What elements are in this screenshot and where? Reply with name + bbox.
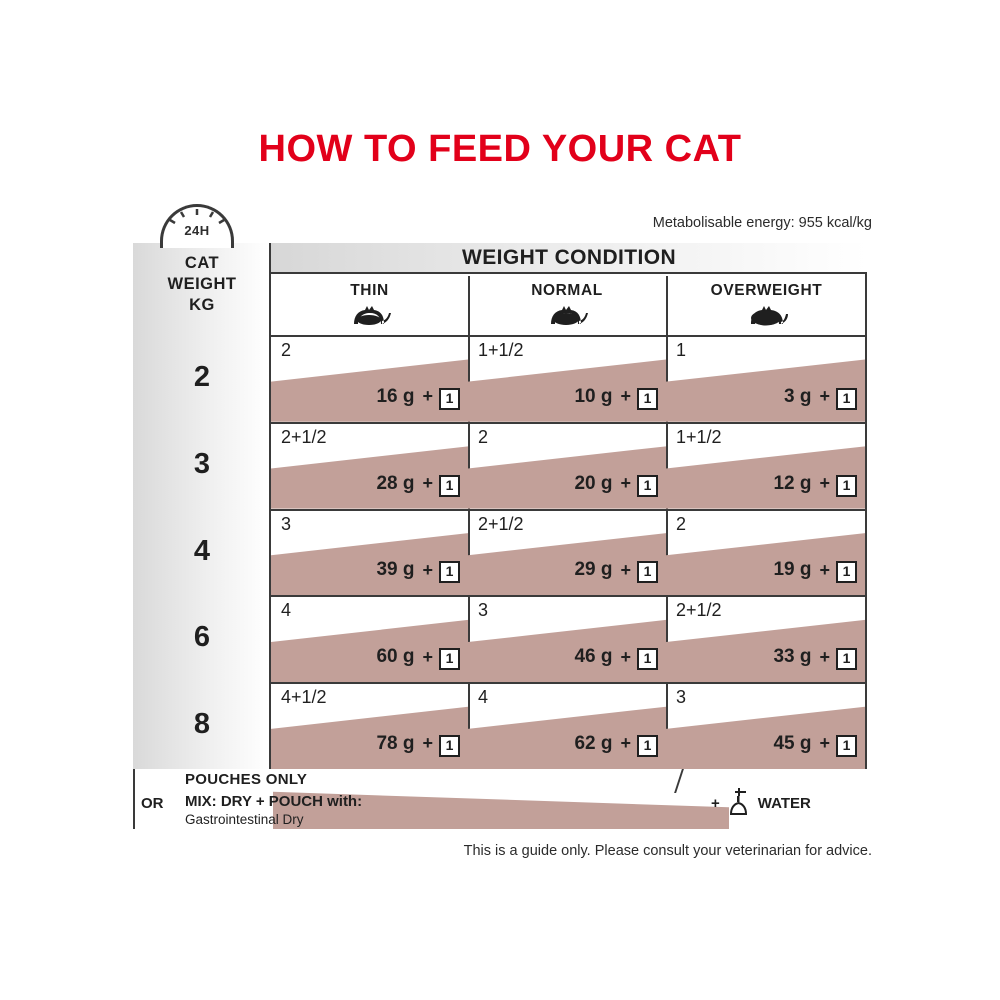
pouch-icon: 1	[439, 557, 460, 583]
page-title: HOW TO FEED YOUR CAT	[258, 128, 742, 170]
cell-thin	[271, 509, 468, 596]
mix-label: MIX: DRY + POUCH with:	[185, 793, 363, 810]
pouch-icon: 1	[439, 471, 460, 497]
pouch-icon: 1	[439, 644, 460, 670]
pouch-count-text: 2+1/2	[478, 513, 524, 534]
24h-badge-label: 24H	[184, 223, 210, 238]
cell-thin	[271, 682, 468, 769]
plus-sign: +	[620, 646, 631, 667]
gram-value: 33 g	[773, 646, 812, 668]
pouch-count-text: 4	[478, 687, 489, 708]
cell-overweight	[666, 595, 865, 682]
table-row	[133, 335, 867, 422]
pouch-count-text: 4	[281, 600, 292, 621]
pouch-icon: 1	[439, 731, 460, 757]
pouch-count-text: 3	[478, 600, 489, 621]
gram-value: 39 g	[376, 559, 415, 581]
row-weight: 8	[193, 708, 211, 741]
pouch-count-text: 2	[676, 513, 687, 534]
table-row	[133, 595, 867, 682]
gram-value: 46 g	[574, 646, 613, 668]
table-row	[133, 509, 867, 596]
plus-sign: +	[422, 473, 433, 494]
gram-value: 19 g	[773, 559, 812, 581]
dry-gram-line	[574, 384, 658, 410]
cell-normal	[468, 335, 666, 422]
pouch-count-text: 3	[676, 687, 687, 708]
row-weight: 2	[193, 361, 211, 393]
cat-silhouette-icon	[468, 304, 666, 331]
gram-value: 3 g	[784, 385, 812, 407]
plus-sign: +	[422, 646, 433, 667]
pouch-icon: 1	[637, 644, 658, 670]
pouch-count-text: 4+1/2	[281, 687, 327, 708]
pouch-count-text: 2+1/2	[281, 426, 327, 447]
gram-value: 16 g	[376, 385, 415, 407]
plus-sign: +	[422, 559, 433, 580]
gram-value: 45 g	[773, 732, 812, 754]
cell-normal	[468, 509, 666, 596]
table-row	[133, 682, 867, 769]
dry-gram-line	[376, 384, 460, 410]
dry-gram-line	[773, 471, 857, 497]
24h-badge	[160, 204, 234, 248]
feeding-rows	[133, 335, 867, 769]
condition-header-overweight: OVERWEIGHT	[666, 274, 867, 335]
cat-silhouette-icon	[271, 304, 468, 331]
pouch-count-text: 2+1/2	[676, 600, 722, 621]
condition-header-normal: NORMAL	[468, 274, 666, 335]
gram-value: 78 g	[376, 732, 415, 754]
cell-overweight	[666, 422, 865, 509]
dry-gram-line	[376, 644, 460, 670]
cell-normal	[468, 682, 666, 769]
cell-overweight	[666, 335, 865, 422]
plus-sign: +	[422, 386, 433, 407]
cell-normal	[468, 595, 666, 682]
plus-sign: +	[620, 733, 631, 754]
cell-thin	[271, 335, 468, 422]
dry-gram-line	[773, 557, 857, 583]
gram-value: 12 g	[773, 472, 812, 494]
condition-header-thin: THIN	[271, 274, 468, 335]
pouch-icon: 1	[637, 557, 658, 583]
row-weight: 3	[193, 447, 211, 480]
plus-sign: +	[422, 733, 433, 754]
table-row	[133, 422, 867, 509]
dry-gram-line	[773, 644, 857, 670]
disclaimer-text: This is a guide only. Please consult your veterinarian for advice.	[463, 843, 872, 859]
dry-gram-line	[574, 644, 658, 670]
plus-sign: +	[819, 559, 830, 580]
pouch-icon: 1	[836, 731, 857, 757]
water-label: WATER	[757, 794, 811, 812]
water-tap-icon	[726, 787, 752, 819]
pouch-count-text: 1+1/2	[478, 340, 524, 360]
plus-sign: +	[819, 386, 830, 407]
plus-sign: +	[620, 559, 631, 580]
dry-gram-line	[574, 471, 658, 497]
gram-value: 60 g	[376, 646, 415, 668]
plus-sign: +	[620, 473, 631, 494]
or-label: OR	[141, 795, 164, 812]
metabolisable-energy-note: Metabolisable energy: 955 kcal/kg	[652, 215, 872, 231]
pouch-count-text: 2	[281, 340, 292, 360]
cat-silhouette-icon	[666, 304, 867, 331]
pouch-count-text: 2	[478, 426, 489, 447]
pouch-icon: 1	[836, 644, 857, 670]
dry-gram-line	[376, 471, 460, 497]
row-weight: 4	[193, 534, 211, 567]
pouch-count-text: 3	[281, 513, 292, 534]
dry-gram-line	[574, 731, 658, 757]
pouch-icon: 1	[637, 384, 658, 410]
pouch-icon: 1	[836, 557, 857, 583]
pouches-only-label: POUCHES ONLY	[185, 771, 308, 788]
plus-sign: +	[711, 794, 720, 812]
gram-value: 28 g	[376, 472, 415, 494]
pouch-icon: 1	[836, 471, 857, 497]
cat-weight-heading: CAT WEIGHT KG	[167, 254, 237, 314]
cell-overweight	[666, 509, 865, 596]
cell-overweight	[666, 682, 865, 769]
pouch-count-text: 1+1/2	[676, 426, 722, 447]
row-weight: 6	[193, 621, 211, 654]
cell-thin	[271, 422, 468, 509]
pouch-icon: 1	[836, 384, 857, 410]
plus-sign: +	[819, 473, 830, 494]
gram-value: 62 g	[574, 732, 613, 754]
pouch-icon: 1	[439, 384, 460, 410]
dry-gram-line	[773, 731, 857, 757]
dry-gram-line	[784, 384, 857, 410]
weight-condition-header: WEIGHT CONDITION	[271, 243, 867, 274]
dry-gram-line	[376, 731, 460, 757]
cell-thin	[271, 595, 468, 682]
plus-sign: +	[819, 733, 830, 754]
feeding-table	[133, 243, 867, 769]
gram-value: 20 g	[574, 472, 613, 494]
pouch-icon: 1	[637, 471, 658, 497]
condition-headers	[271, 274, 867, 335]
pouch-count-text: 1	[676, 340, 687, 360]
mix-product-label: Gastrointestinal Dry	[185, 812, 304, 827]
gram-value: 10 g	[574, 385, 613, 407]
footer-legend	[133, 769, 867, 829]
plus-sign: +	[620, 386, 631, 407]
dry-gram-line	[574, 557, 658, 583]
dry-gram-line	[376, 557, 460, 583]
water-legend	[711, 787, 811, 819]
pouch-icon: 1	[637, 731, 658, 757]
plus-sign: +	[819, 646, 830, 667]
gram-value: 29 g	[574, 559, 613, 581]
cell-normal	[468, 422, 666, 509]
